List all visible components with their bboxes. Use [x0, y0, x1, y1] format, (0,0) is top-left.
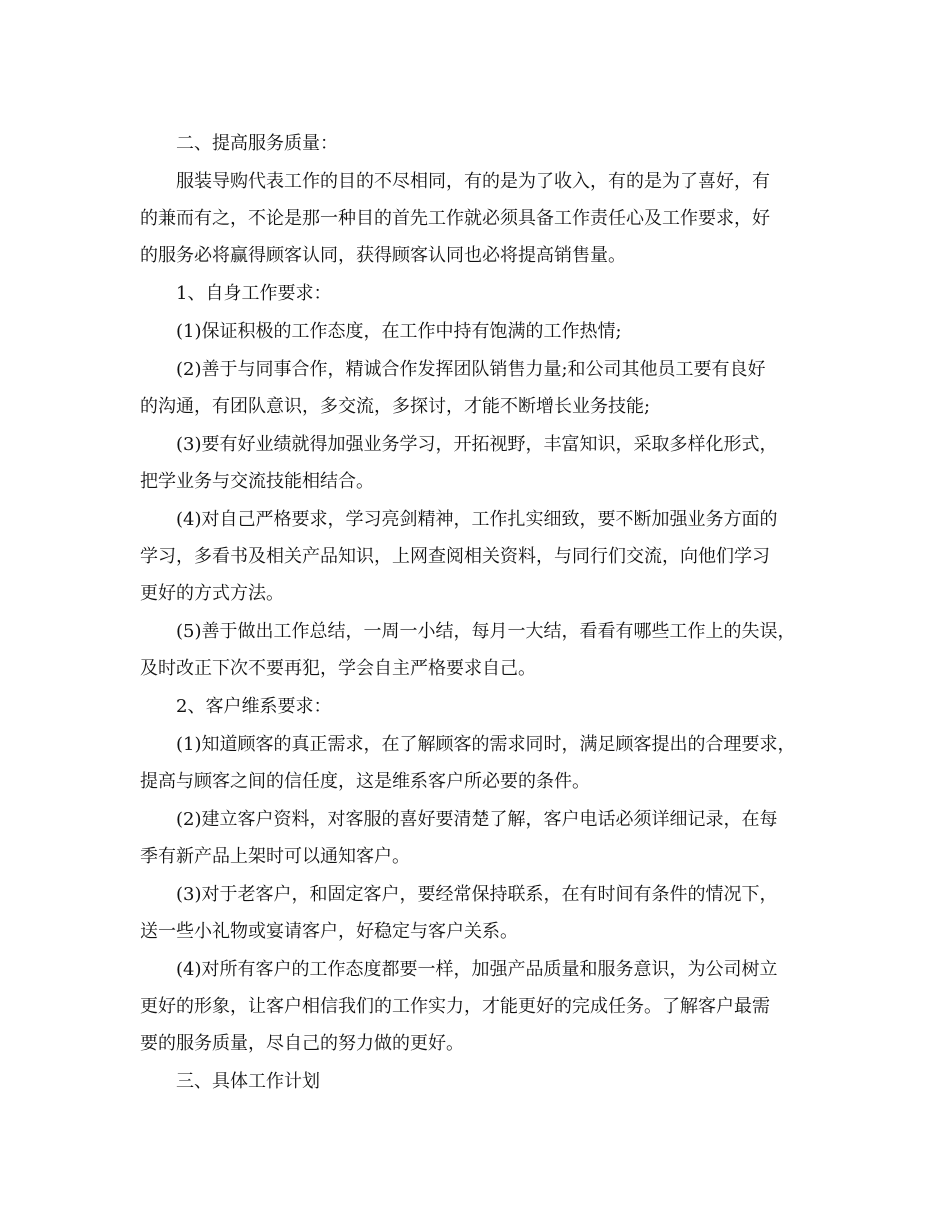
list-item	[140, 956, 810, 1057]
list-item	[140, 431, 810, 495]
text-line: (1)保证积极的工作态度，在工作中持有饱满的工作热情;	[176, 321, 622, 342]
text-line: 更好的形象，让客户相信我们的工作实力，才能更好的完成任务。了解客户最需	[140, 996, 770, 1017]
text-line: 及时改正下次不要再犯，学会自主严格要求自己。	[140, 658, 536, 679]
text-line: 1、自身工作要求：	[176, 283, 332, 304]
text-line: 服装导购代表工作的目的不尽相同，有的是为了收入，有的是为了喜好，有	[176, 171, 770, 192]
paragraph-intro	[140, 168, 810, 269]
text-line: (3)要有好业绩就得加强业务学习，开拓视野，丰富知识，采取多样化形式，	[176, 434, 778, 455]
text-line: 的服务必将赢得顾客认同，获得顾客认同也必将提高销售量。	[140, 245, 626, 266]
heading-section-2	[140, 130, 810, 157]
text-line: (2)善于与同事合作，精诚合作发挥团队销售力量;和公司其他员工要有良好	[176, 359, 766, 380]
text-line: 三、具体工作计划	[176, 1071, 320, 1092]
list-item	[140, 731, 810, 795]
list-item	[140, 881, 810, 945]
list-item	[140, 506, 810, 607]
text-line: (4)对自己严格要求，学习亮剑精神，工作扎实细致，要不断加强业务方面的	[176, 509, 778, 530]
heading-section-3	[140, 1068, 810, 1095]
list-item	[140, 806, 810, 870]
subheading-self-requirements	[140, 280, 810, 307]
text-line: 要的服务质量，尽自己的努力做的更好。	[140, 1033, 464, 1054]
text-line: 的沟通，有团队意识，多交流，多探讨，才能不断增长业务技能;	[140, 396, 651, 417]
list-item	[140, 318, 810, 345]
text-line: 二、提高服务质量：	[176, 133, 338, 154]
text-line: (4)对所有客户的工作态度都要一样，加强产品质量和服务意识，为公司树立	[176, 959, 778, 980]
subheading-customer-requirements	[140, 693, 810, 720]
text-line: (5)善于做出工作总结，一周一小结，每月一大结，看看有哪些工作上的失误，	[176, 621, 796, 642]
list-item	[140, 618, 810, 682]
text-line: 季有新产品上架时可以通知客户。	[140, 846, 410, 867]
text-line: 的兼而有之，不论是那一种目的首先工作就必须具备工作责任心及工作要求，好	[140, 208, 770, 229]
text-line: (1)知道顾客的真正需求，在了解顾客的需求同时，满足顾客提出的合理要求，	[176, 734, 796, 755]
text-line: 更好的方式方法。	[140, 583, 284, 604]
text-line: 提高与顾客之间的信任度，这是维系客户所必要的条件。	[140, 771, 590, 792]
text-line: (2)建立客户资料，对客服的喜好要清楚了解，客户电话必须详细记录，在每	[176, 809, 778, 830]
text-line: 2、客户维系要求：	[176, 696, 332, 717]
list-item	[140, 356, 810, 420]
text-line: (3)对于老客户，和固定客户，要经常保持联系，在有时间有条件的情况下，	[176, 884, 778, 905]
text-line: 学习，多看书及相关产品知识，上网查阅相关资料，与同行们交流，向他们学习	[140, 546, 770, 567]
text-line: 送一些小礼物或宴请客户，好稳定与客户关系。	[140, 921, 518, 942]
text-line: 把学业务与交流技能相结合。	[140, 471, 374, 492]
